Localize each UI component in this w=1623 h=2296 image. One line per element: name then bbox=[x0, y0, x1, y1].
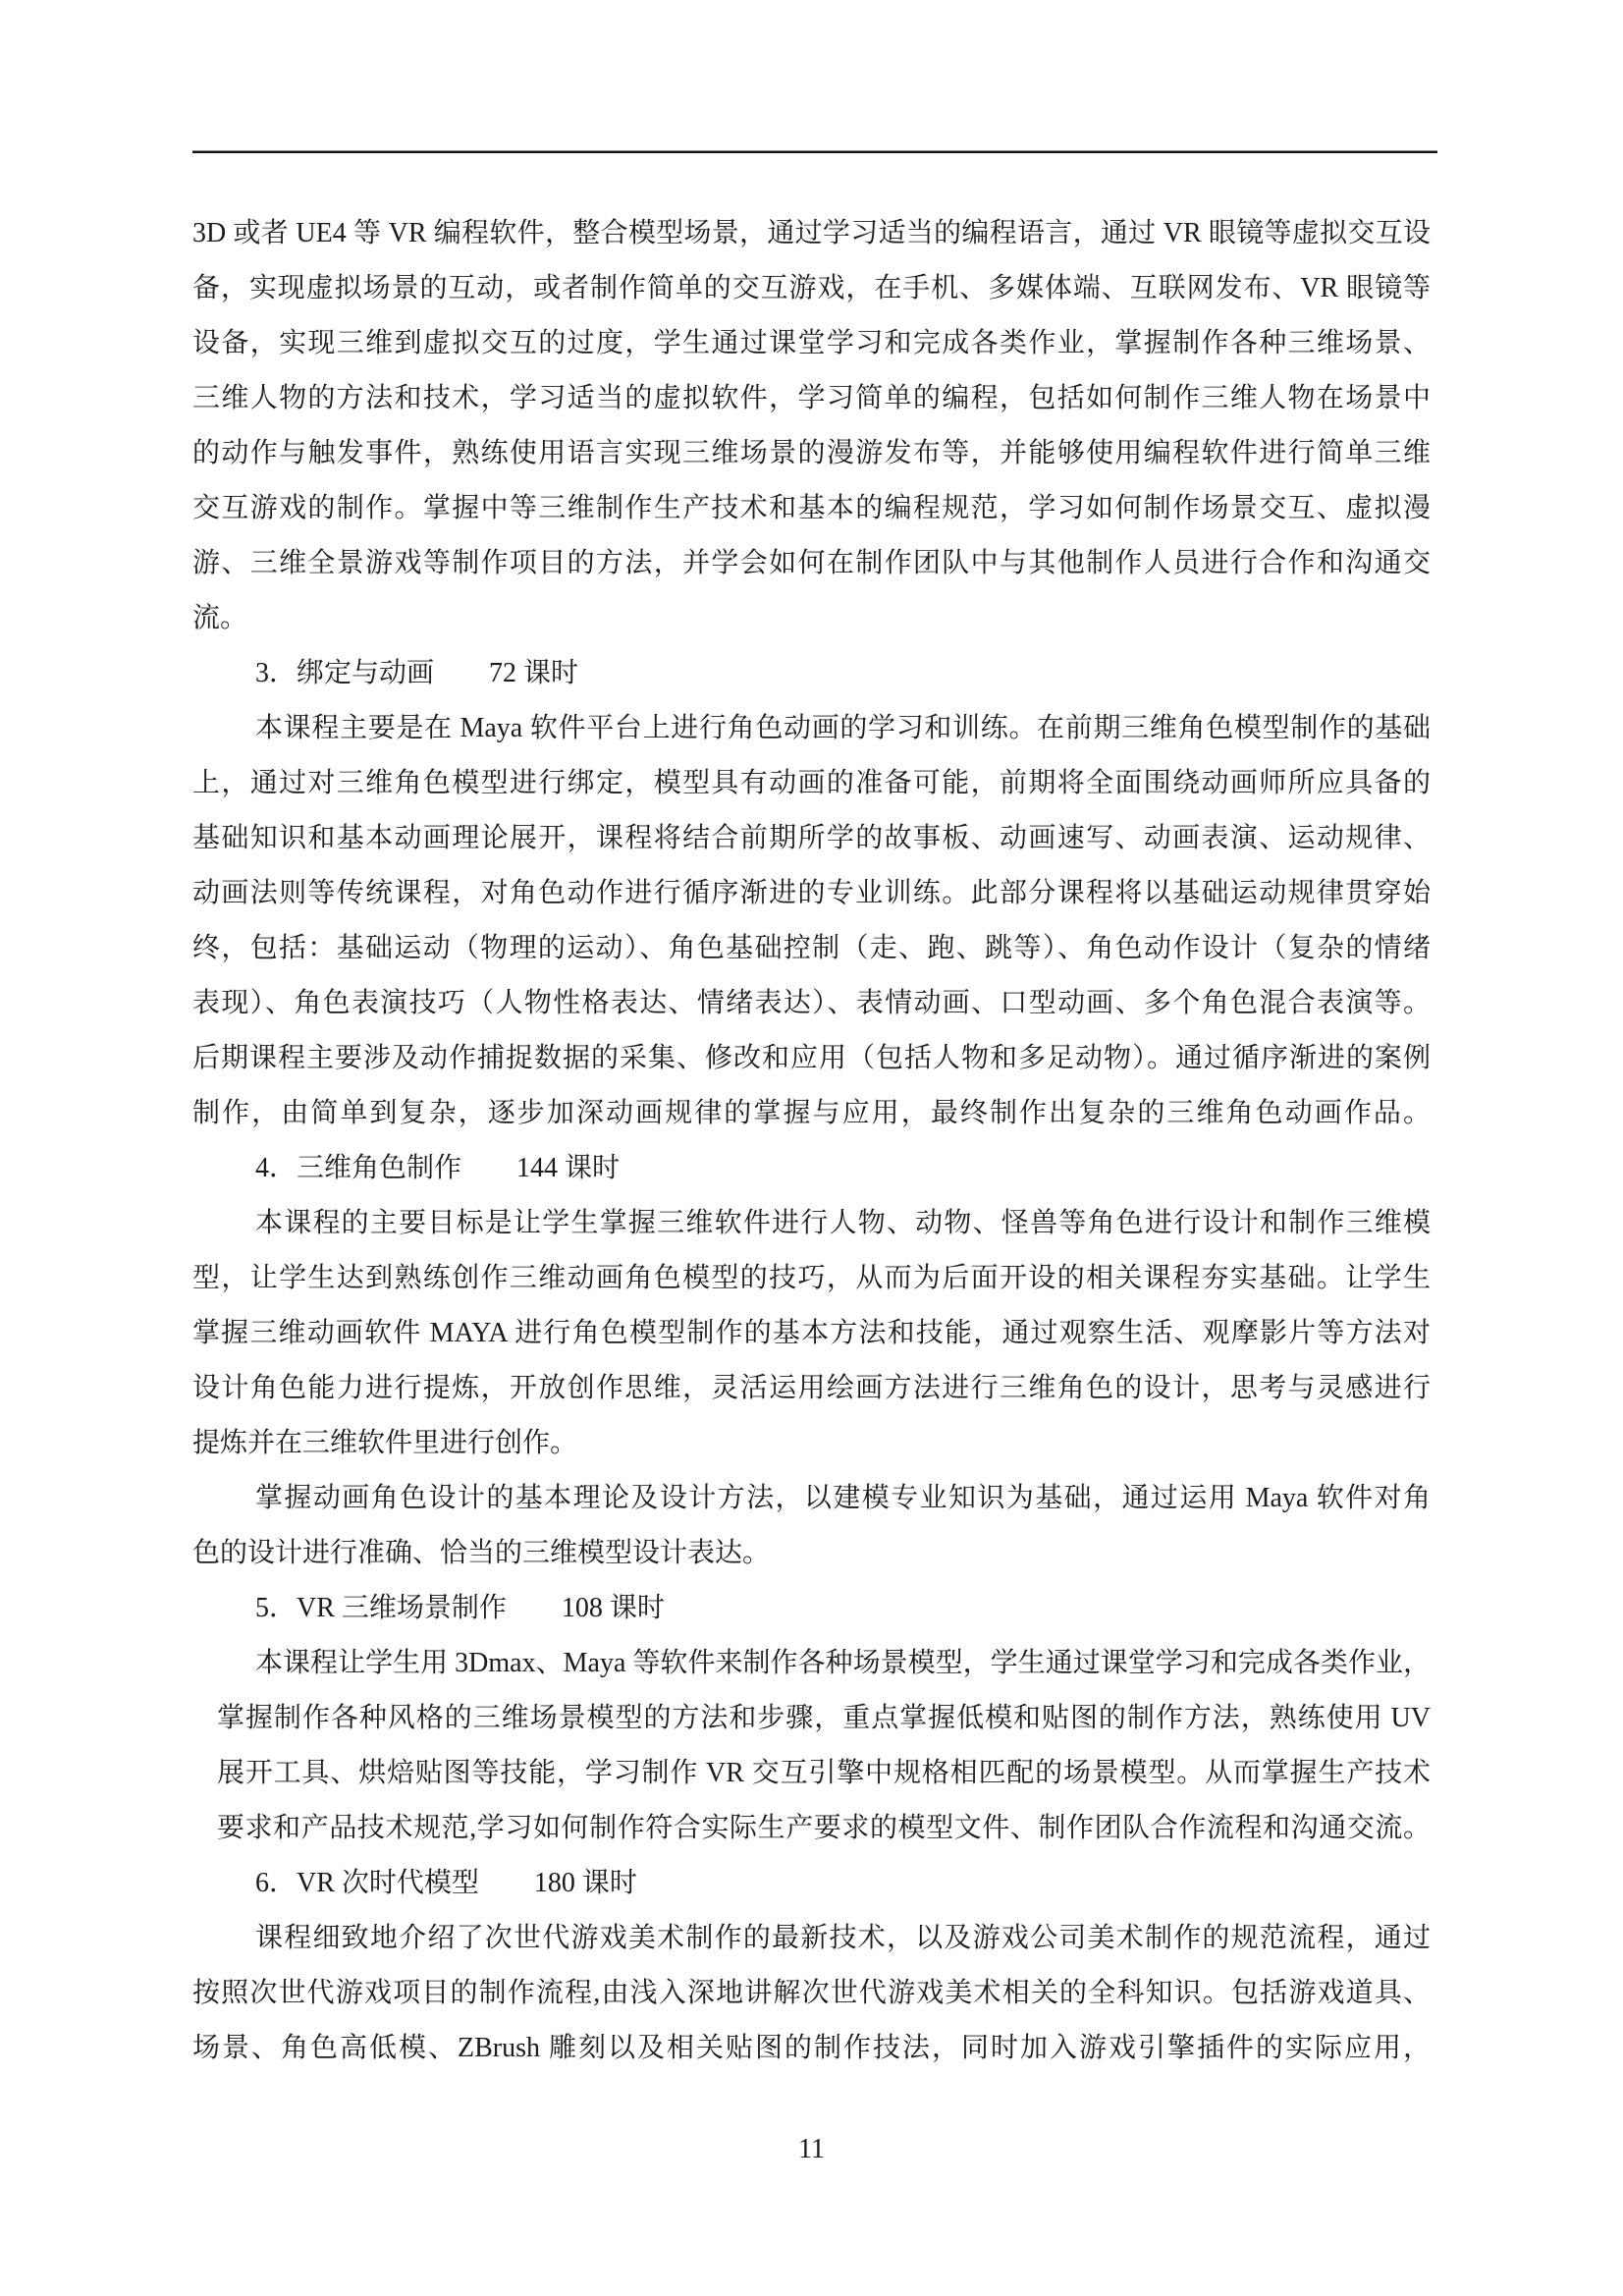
document-body bbox=[192, 206, 1431, 2076]
text-line: 按照次世代游戏项目的制作流程,由浅入深地讲解次世代游戏美术相关的全科知识。包括游戏道具、 bbox=[192, 1978, 1431, 2008]
text-line: 交互游戏的制作。掌握中等三维制作生产技术和基本的编程规范，学习如何制作场景交互、虚拟漫 bbox=[192, 493, 1431, 523]
text-line: 上，通过对三维角色模型进行绑定，模型具有动画的准备可能，前期将全面围绕动画师所应具备的 bbox=[192, 768, 1431, 798]
text-line: 要求和产品技术规范,学习如何制作符合实际生产要求的模型文件、制作团队合作流程和沟通交流。 bbox=[217, 1813, 1431, 1843]
section-heading: 3．绑定与动画 72 课时 bbox=[255, 658, 579, 688]
text-line: 设计角色能力进行提炼，开放创作思维，灵活运用绘画方法进行三维角色的设计，思考与灵感进行 bbox=[192, 1373, 1431, 1403]
text-line: 本课程主要是在 Maya 软件平台上进行角色动画的学习和训练。在前期三维角色模型制作的基础 bbox=[255, 713, 1431, 743]
text-line: 动画法则等传统课程，对角色动作进行循序渐进的专业训练。此部分课程将以基础运动规律贯穿始 bbox=[192, 878, 1431, 908]
text-line: 课程细致地介绍了次世代游戏美术制作的最新技术，以及游戏公司美术制作的规范流程，通过 bbox=[255, 1923, 1431, 1953]
text-line: 终，包括：基础运动（物理的运动）、角色基础控制（走、跑、跳等）、角色动作设计（复杂的情绪 bbox=[192, 933, 1431, 963]
section-heading: 4．三维角色制作 144 课时 bbox=[255, 1153, 621, 1183]
section-heading: 5．VR 三维场景制作 108 课时 bbox=[255, 1593, 665, 1623]
text-line: 展开工具、烘焙贴图等技能，学习制作 VR 交互引擎中规格相匹配的场景模型。从而掌握生产技术 bbox=[217, 1758, 1431, 1788]
text-line: 设备，实现三维到虚拟交互的过度，学生通过课堂学习和完成各类作业，掌握制作各种三维场景、 bbox=[192, 328, 1431, 358]
text-line: 掌握动画角色设计的基本理论及设计方法，以建模专业知识为基础，通过运用 Maya 软件对角 bbox=[255, 1483, 1431, 1513]
section-heading: 6．VR 次时代模型 180 课时 bbox=[255, 1868, 637, 1898]
page-number: 11 bbox=[798, 2134, 825, 2164]
text-line: 备，实现虚拟场景的互动，或者制作简单的交互游戏，在手机、多媒体端、互联网发布、VR 眼镜等 bbox=[192, 273, 1431, 303]
header-rule bbox=[192, 150, 1437, 153]
text-line: 提炼并在三维软件里进行创作。 bbox=[192, 1428, 578, 1458]
text-line: 的动作与触发事件，熟练使用语言实现三维场景的漫游发布等，并能够使用编程软件进行简单三维 bbox=[192, 438, 1431, 468]
text-line: 游、三维全景游戏等制作项目的方法，并学会如何在制作团队中与其他制作人员进行合作和沟通交 bbox=[192, 548, 1431, 578]
text-line: 三维人物的方法和技术，学习适当的虚拟软件，学习简单的编程，包括如何制作三维人物在场景中 bbox=[192, 383, 1431, 413]
text-line: 掌握三维动画软件 MAYA 进行角色模型制作的基本方法和技能，通过观察生活、观摩影片等方法对 bbox=[192, 1318, 1431, 1348]
text-line: 基础知识和基本动画理论展开，课程将结合前期所学的故事板、动画速写、动画表演、运动规律、 bbox=[192, 823, 1431, 853]
text-line: 3D 或者 UE4 等 VR 编程软件，整合模型场景，通过学习适当的编程语言，通过 VR 眼镜等虚拟交互设 bbox=[192, 218, 1431, 248]
text-line: 本课程让学生用 3Dmax、Maya 等软件来制作各种场景模型，学生通过课堂学习和完成各类作业， bbox=[255, 1648, 1431, 1678]
text-line: 制作，由简单到复杂，逐步加深动画规律的掌握与应用，最终制作出复杂的三维角色动画作品。 bbox=[192, 1098, 1431, 1128]
text-line: 后期课程主要涉及动作捕捉数据的采集、修改和应用（包括人物和多足动物）。通过循序渐进的案例 bbox=[192, 1043, 1431, 1073]
text-line: 本课程的主要目标是让学生掌握三维软件进行人物、动物、怪兽等角色进行设计和制作三维模 bbox=[255, 1208, 1431, 1238]
text-line: 色的设计进行准确、恰当的三维模型设计表达。 bbox=[192, 1538, 771, 1568]
text-line: 场景、角色高低模、ZBrush 雕刻以及相关贴图的制作技法，同时加入游戏引擎插件的实际应用， bbox=[192, 2033, 1431, 2063]
text-line: 掌握制作各种风格的三维场景模型的方法和步骤，重点掌握低模和贴图的制作方法，熟练使用 UV bbox=[217, 1703, 1431, 1733]
text-line: 流。 bbox=[192, 603, 248, 633]
text-line: 表现）、角色表演技巧（人物性格表达、情绪表达）、表情动画、口型动画、多个角色混合表演等。 bbox=[192, 988, 1431, 1018]
text-line: 型，让学生达到熟练创作三维动画角色模型的技巧，从而为后面开设的相关课程夯实基础。让学生 bbox=[192, 1263, 1431, 1293]
